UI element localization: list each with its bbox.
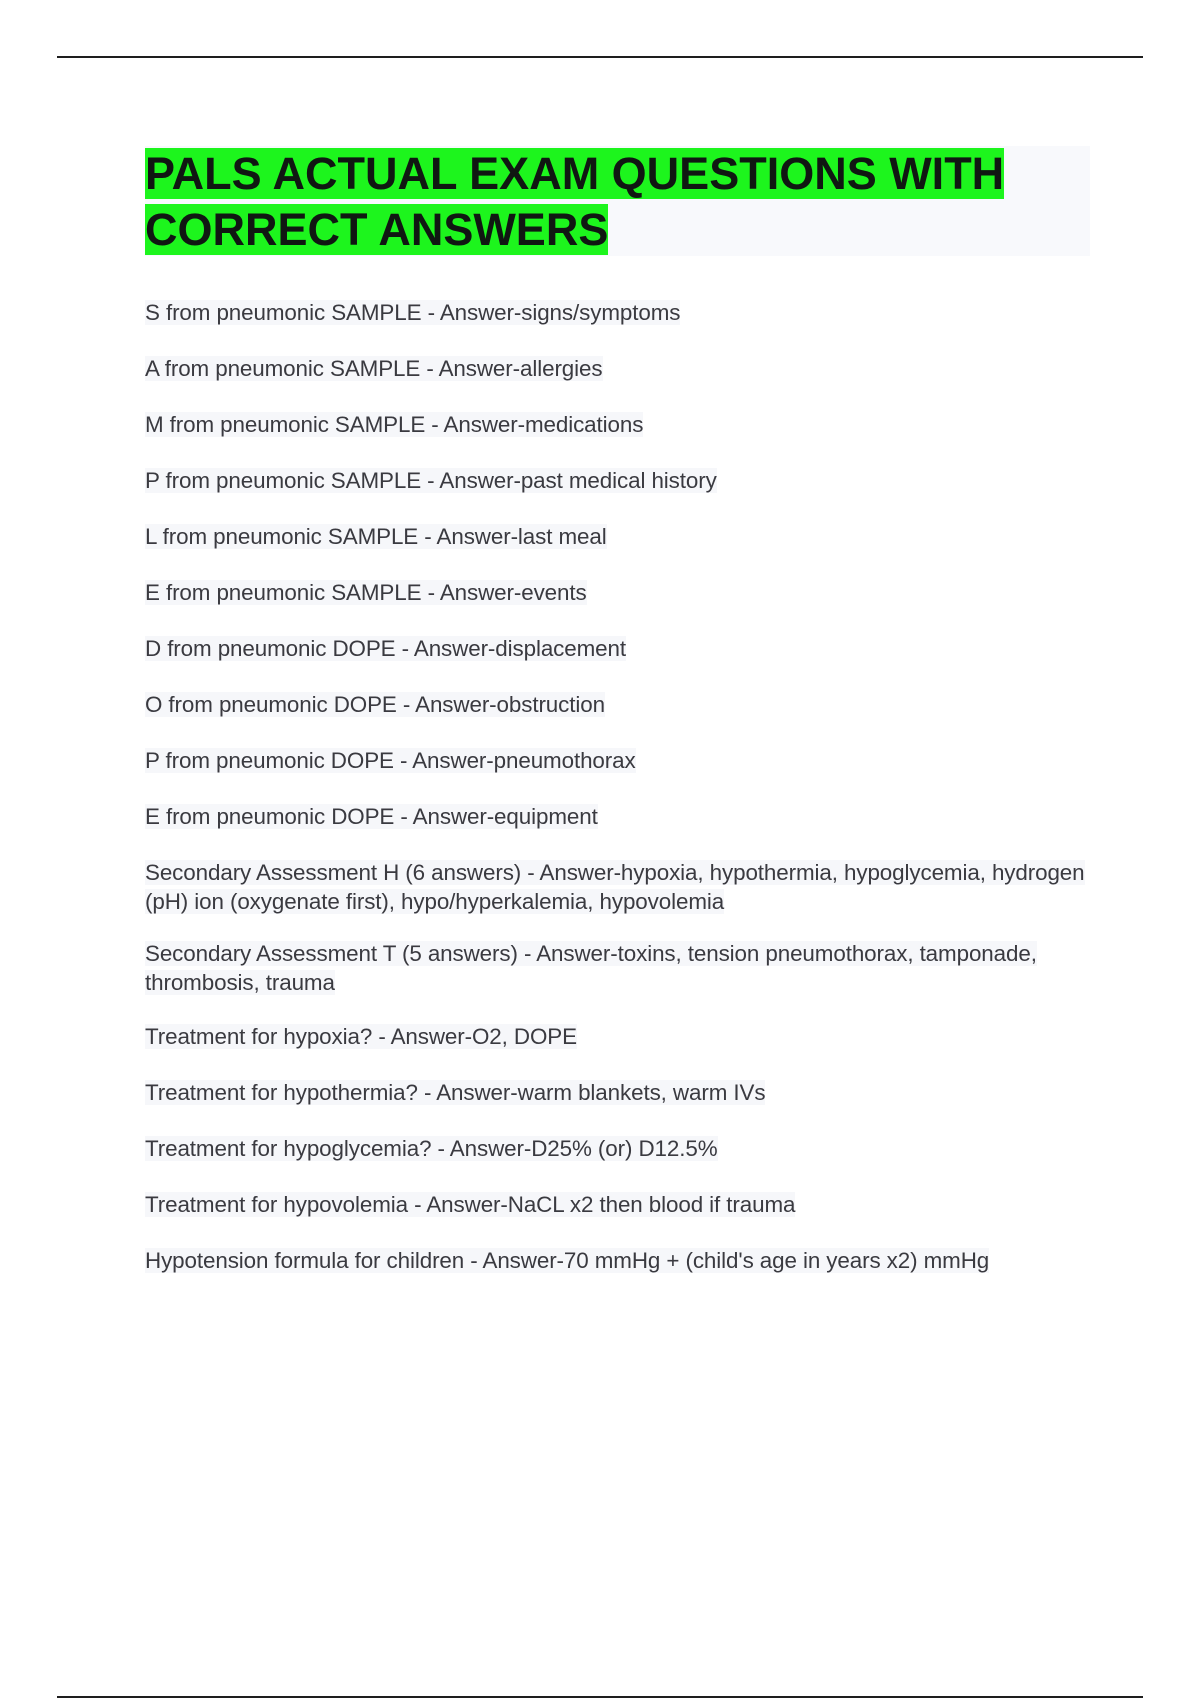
qa-text: P from pneumonic DOPE - Answer-pneumothorax [145,748,636,773]
list-item [145,578,1090,607]
list-item [145,410,1090,439]
document-title [145,146,1090,258]
title-block [145,146,1090,256]
list-item [145,1246,1090,1275]
qa-text: E from pneumonic DOPE - Answer-equipment [145,804,598,829]
list-item [145,802,1090,831]
list-item [145,634,1090,663]
qa-text: Secondary Assessment H (6 answers) - Answer-hypoxia, hypothermia, hypoglycemia, hydrogen (pH) ion (oxygenate first), hypo/hyperkalemia, hypovolemia [145,860,1085,914]
qa-text: P from pneumonic SAMPLE - Answer-past medical history [145,468,717,493]
qa-list [145,298,1090,1302]
header-rule [57,56,1143,58]
list-item [145,1134,1090,1163]
qa-text: Treatment for hypovolemia - Answer-NaCL x2 then blood if trauma [145,1192,796,1217]
qa-text: Hypotension formula for children - Answer-70 mmHg + (child's age in years x2) mmHg [145,1248,990,1273]
qa-text: E from pneumonic SAMPLE - Answer-events [145,580,587,605]
qa-text: A from pneumonic SAMPLE - Answer-allergies [145,356,603,381]
title-highlight: PALS ACTUAL EXAM QUESTIONS WITH CORRECT ANSWERS [145,148,1005,255]
qa-text: S from pneumonic SAMPLE - Answer-signs/symptoms [145,300,681,325]
list-item [145,354,1090,383]
qa-text: Treatment for hypoxia? - Answer-O2, DOPE [145,1024,577,1049]
qa-text: D from pneumonic DOPE - Answer-displacement [145,636,627,661]
list-item [145,690,1090,719]
qa-text: Secondary Assessment T (5 answers) - Answer-toxins, tension pneumothorax, tamponade, thrombosis, trauma [145,941,1037,995]
list-item [145,466,1090,495]
list-item [145,298,1090,327]
list-item [145,1190,1090,1219]
footer-rule [57,1696,1143,1698]
list-item [145,1078,1090,1107]
qa-text: Treatment for hypoglycemia? - Answer-D25% (or) D12.5% [145,1136,718,1161]
list-item [145,858,1090,916]
qa-text: O from pneumonic DOPE - Answer-obstruction [145,692,605,717]
qa-text: Treatment for hypothermia? - Answer-warm blankets, warm IVs [145,1080,766,1105]
list-item [145,522,1090,551]
list-item [145,939,1090,997]
list-item [145,746,1090,775]
qa-text: L from pneumonic SAMPLE - Answer-last meal [145,524,607,549]
list-item [145,1022,1090,1051]
qa-text: M from pneumonic SAMPLE - Answer-medications [145,412,644,437]
